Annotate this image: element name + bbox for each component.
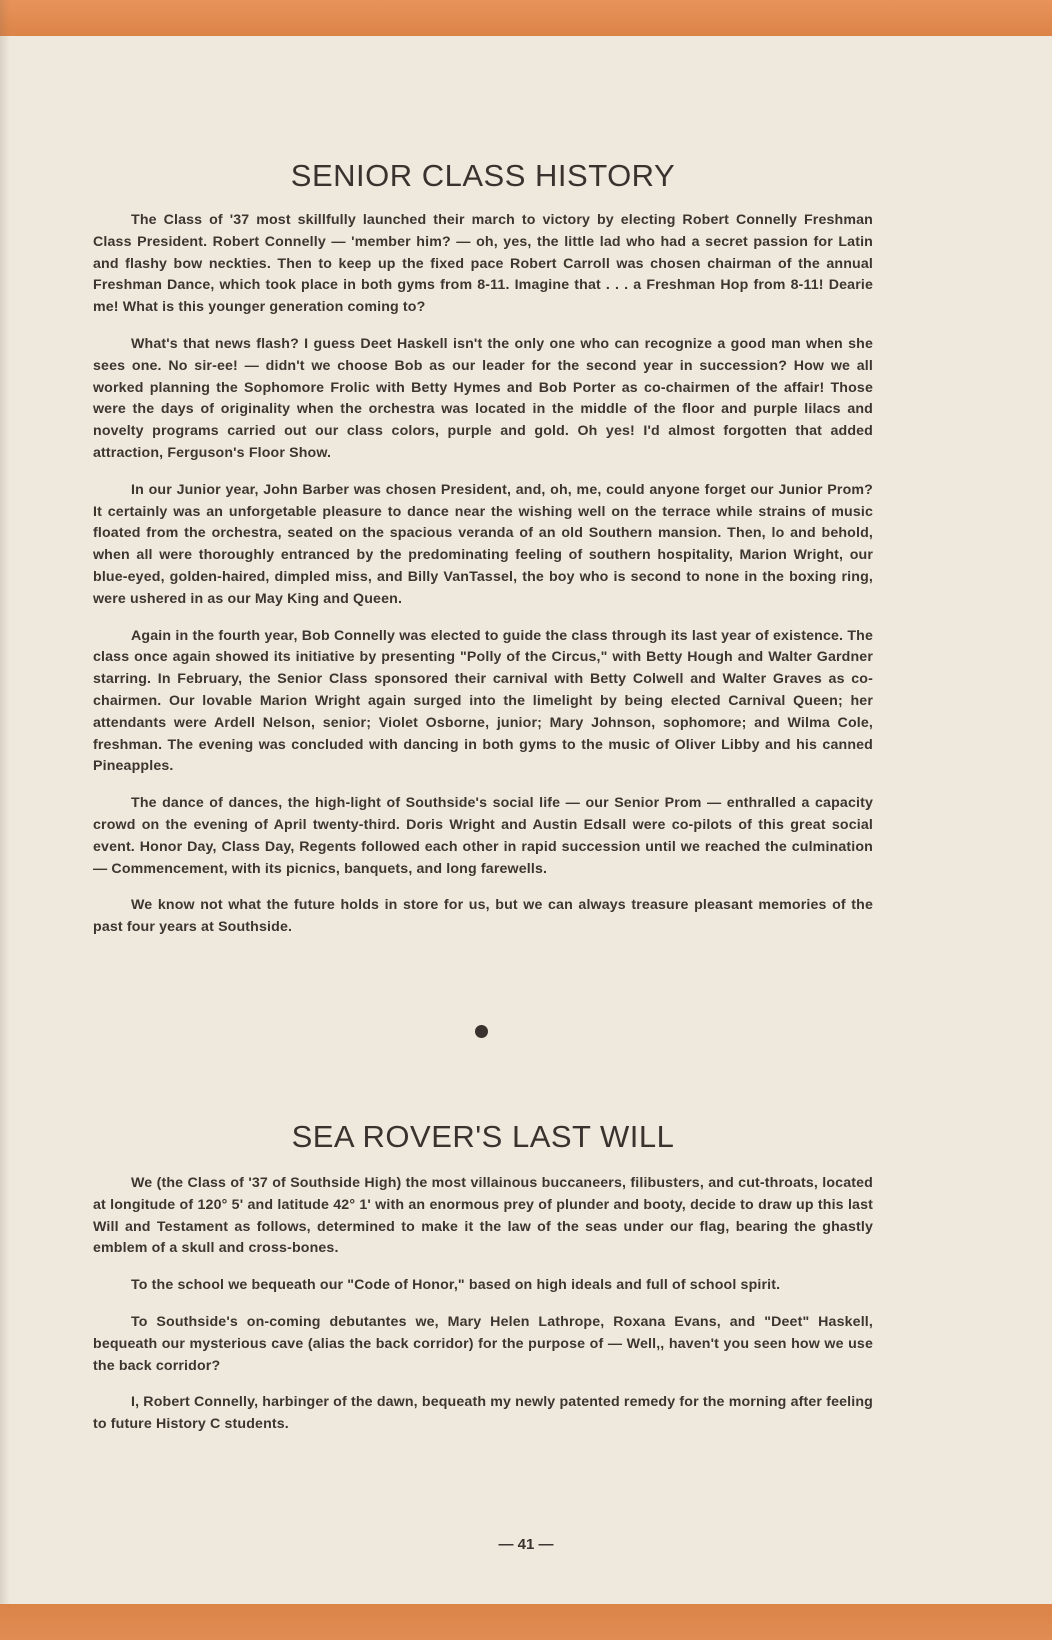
paragraph: To the school we bequeath our "Code of Honor," based on high ideals and full of school spirit. bbox=[131, 1277, 781, 1294]
paragraph: In our Junior year, John Barber was chosen President, and, oh, me, could anyone forget our Junior Prom? It certainly was an unforgetable pleasure to dance near the wishing well on the terrace while strains of music floated from the orchestra, seated on the spacious veranda of an old Southern mansion. Then, lo and behold, when all were thoroughly entranced by the predominating feeling of southern hospitality, Marion Wright, our blue-eyed, golden-haired, dimpled miss, and Billy VanTassel, the boy who is second to none in the boxing ring, were ushered in as our May King and Queen. bbox=[93, 481, 873, 607]
section-title: SENIOR CLASS HISTORY bbox=[290, 158, 676, 193]
paragraph: We (the Class of '37 of Southside High) the most villainous buccaneers, filibusters, and cut-throats, located at longitude of 120° 5' and latitude 42° 1' with an enormous prey of plunder and booty, decide to draw up this last Will and Testament as follows, determined to make it the law of the seas under our flag, bearing the ghastly emblem of a skull and cross-bones. bbox=[93, 1175, 873, 1257]
section-title: SEA ROVER'S LAST WILL bbox=[291, 1119, 675, 1154]
sea-rovers-last-will-section bbox=[93, 1119, 873, 1451]
paragraph: The Class of '37 most skillfully launched their march to victory by electing Robert Connelly Freshman Class President. Robert Connelly — 'member him? — oh, yes, the little lad who had a secret passion for Latin and flashy bow neckties. Then to keep up the fixed pace Robert Carroll was chosen chairman of the annual Freshman Dance, which took place in both gyms from 8-11. Imagine that . . . a Freshman Hop from 8-11! Dearie me! What is this younger generation coming to? bbox=[93, 212, 873, 316]
top-color-band bbox=[0, 0, 1052, 36]
section-divider-dot bbox=[475, 1025, 488, 1038]
page-spine-shadow bbox=[0, 0, 10, 1640]
paragraph: Again in the fourth year, Bob Connelly was elected to guide the class through its last year of existence. The class once again showed its initiative by presenting "Polly of the Circus," with Betty Hough and Walter Gardner starring. In February, the Senior Class sponsored their carnival with Betty Colwell and Walter Graves as co-chairmen. Our lovable Marion Wright again surged into the limelight by being elected Carnival Queen; her attendants were Ardell Nelson, senior; Violet Osborne, junior; Mary Johnson, sophomore; and Wilma Cole, freshman. The evening was concluded with dancing in both gyms to the music of Oliver Libby and his canned Pineapples. bbox=[93, 627, 873, 775]
paragraph: The dance of dances, the high-light of Southside's social life — our Senior Prom — enthralled a capacity crowd on the evening of April twenty-third. Doris Wright and Austin Edsall were co-pilots of this great social event. Honor Day, Class Day, Regents followed each other in rapid succession until we reached the culmination — Commencement, with its picnics, banquets, and long farewells. bbox=[93, 795, 873, 877]
bottom-color-band bbox=[0, 1604, 1052, 1640]
senior-class-history-section bbox=[93, 158, 873, 954]
paragraph: To Southside's on-coming debutantes we, Mary Helen Lathrope, Roxana Evans, and "Deet" Haskell, bequeath our mysterious cave (alias the back corridor) for the purpose of — Well,, haven't you seen how we use the back corridor? bbox=[93, 1313, 873, 1374]
paragraph: What's that news flash? I guess Deet Haskell isn't the only one who can recognize a good man when she sees one. No sir-ee! — didn't we choose Bob as our leader for the second year in succession? How we all worked planning the Sophomore Frolic with Betty Hymes and Bob Porter as co-chairmen of the affair! Those were the days of originality when the orchestra was located in the middle of the floor and purple lilacs and novelty programs carried out our class colors, purple and gold. Oh yes! I'd almost forgotten that added attraction, Ferguson's Floor Show. bbox=[93, 335, 873, 461]
paragraph: I, Robert Connelly, harbinger of the dawn, bequeath my newly patented remedy for the morning after feeling to future History C students. bbox=[93, 1394, 873, 1433]
page-number: — 41 — bbox=[498, 1536, 554, 1553]
paragraph: We know not what the future holds in store for us, but we can always treasure pleasant memories of the past four years at Southside. bbox=[93, 897, 873, 936]
